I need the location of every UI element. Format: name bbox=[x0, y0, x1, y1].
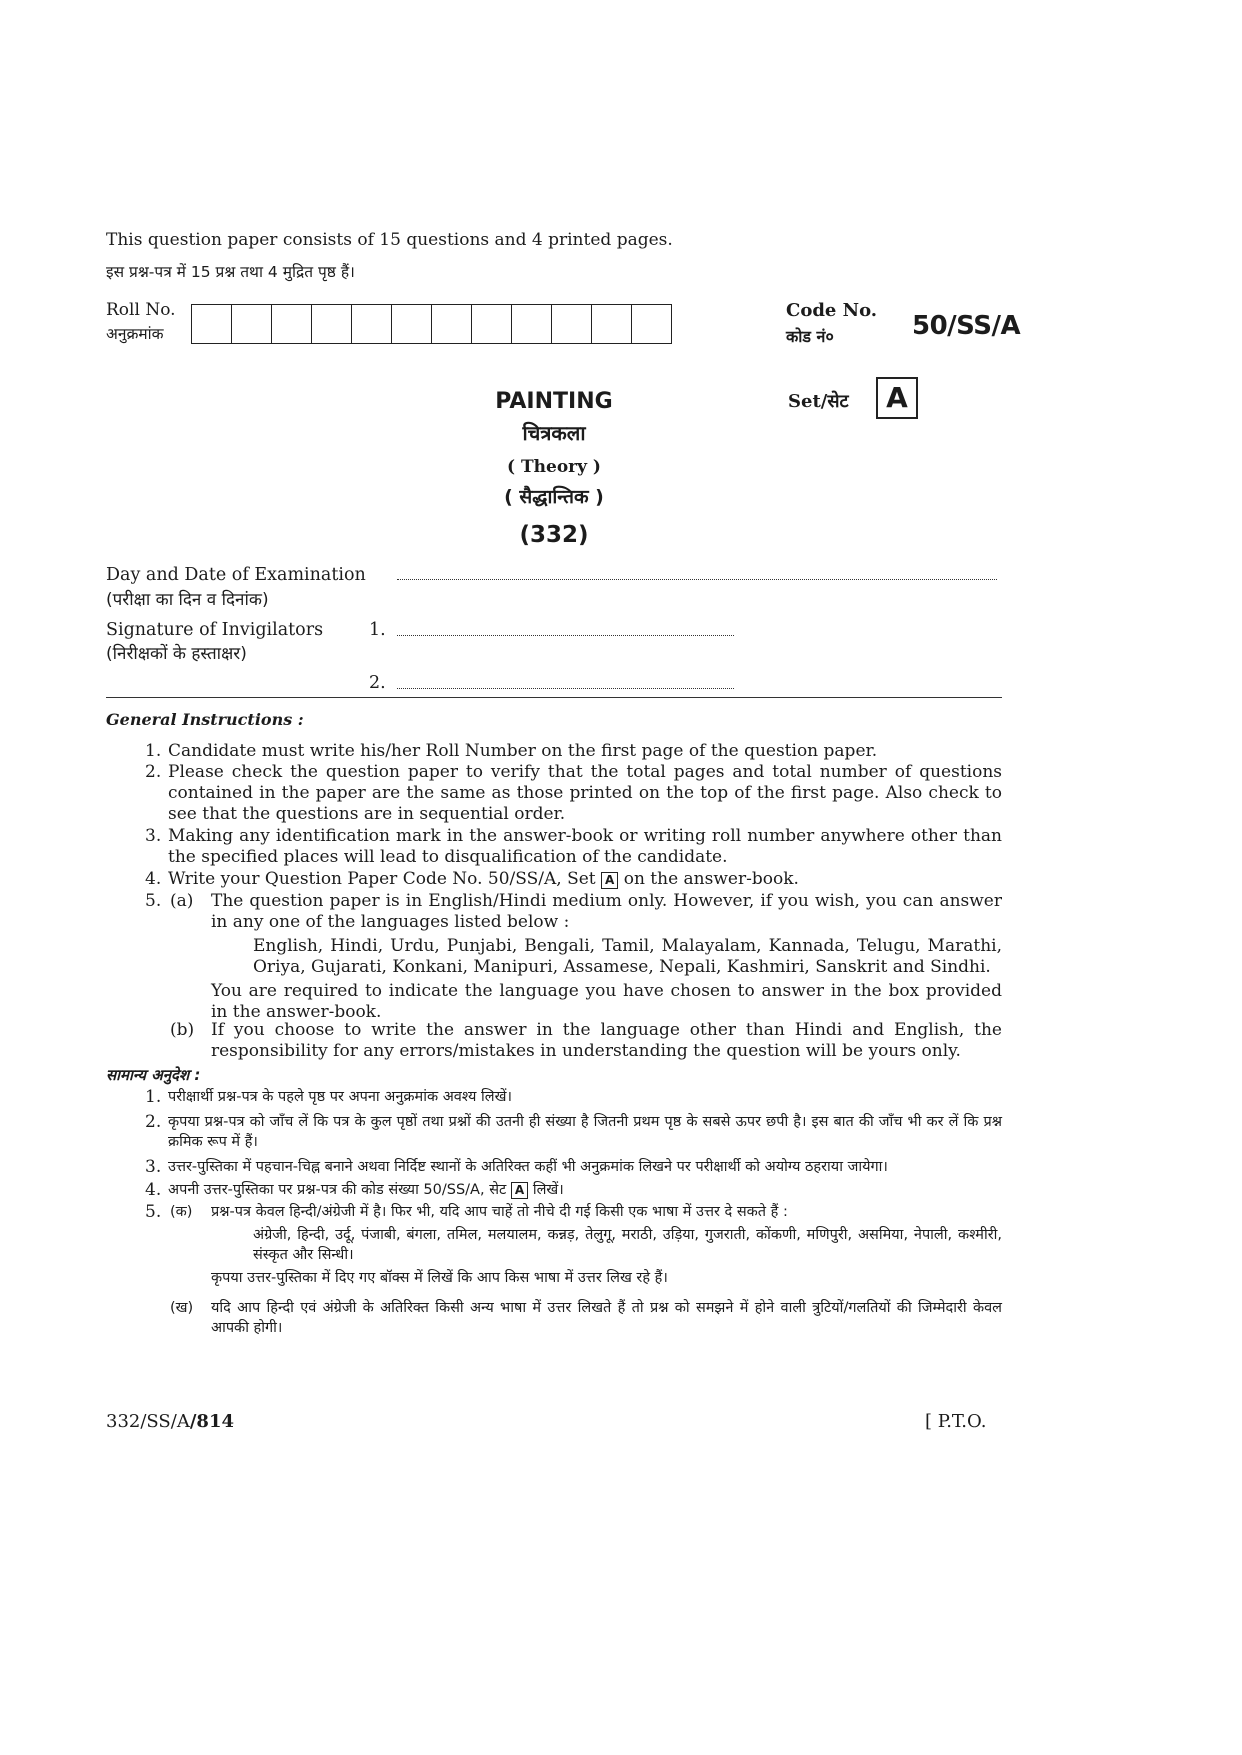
instruction-number: 1. bbox=[145, 1087, 162, 1107]
set-label: Set/सेट bbox=[788, 391, 849, 412]
signature-field-1[interactable] bbox=[397, 635, 734, 636]
instruction-text-part: अपनी उत्तर-पुस्तिका पर प्रश्न-पत्र की कोड संख्या 50/SS/A, सेट bbox=[168, 1182, 507, 1198]
set-box-inline: A bbox=[511, 1182, 528, 1199]
instruction-number: 4. bbox=[145, 1180, 162, 1200]
instruction-text-part: on the answer-book. bbox=[623, 869, 799, 889]
instruction-number: 3. bbox=[145, 1157, 162, 1177]
set-value-box: A bbox=[876, 377, 918, 419]
signature-number-2: 2. bbox=[369, 673, 386, 693]
instruction-text: Candidate must write his/her Roll Number on the first page of the question paper. bbox=[168, 741, 878, 761]
instruction-text: Making any identification mark in the answer-book or writing roll number anywhere other than the specified places will lead to disqualification of the candidate. bbox=[168, 826, 1002, 867]
roll-cell[interactable] bbox=[592, 305, 632, 343]
roll-cell[interactable] bbox=[192, 305, 232, 343]
roll-number-grid[interactable] bbox=[191, 304, 672, 344]
paper-info-english: This question paper consists of 15 questions and 4 printed pages. bbox=[106, 230, 673, 250]
pto-label: [ P.T.O. bbox=[925, 1411, 987, 1432]
instruction-text: If you choose to write the answer in the language other than Hindi and English, the responsibility for any errors/mistakes in understanding the question will be yours only. bbox=[211, 1020, 1002, 1061]
paper-info-hindi: इस प्रश्न-पत्र में 15 प्रश्न तथा 4 मुद्रित पृष्ठ हैं। bbox=[106, 263, 355, 281]
instruction-text: Please check the question paper to verify that the total pages and total number of questions contained in the paper are the same as those printed on the top of the first page. Also check to see that the questions are in sequential order. bbox=[168, 762, 1002, 824]
instruction-sub-label: (a) bbox=[170, 891, 194, 911]
signature-label-hindi: (निरीक्षकों के हस्ताक्षर) bbox=[106, 644, 247, 664]
signature-number-1: 1. bbox=[369, 620, 386, 640]
instruction-sub-label: (b) bbox=[170, 1020, 195, 1040]
hindi-instructions-heading: सामान्य अनुदेश : bbox=[106, 1066, 201, 1084]
roll-label-english: Roll No. bbox=[106, 300, 176, 320]
instruction-number: 5. bbox=[145, 1202, 162, 1222]
instruction-text bbox=[168, 869, 799, 890]
code-value: 50/SS/A bbox=[912, 311, 1021, 341]
language-indicate-text: You are required to indicate the language you have chosen to answer in the box provided in the answer-book. bbox=[211, 981, 1002, 1022]
paper-type-english: ( Theory ) bbox=[507, 457, 601, 477]
instruction-text: यदि आप हिन्दी एवं अंग्रेजी के अतिरिक्त किसी अन्य भाषा में उत्तर लिखते हैं तो प्रश्न को समझने में होने वाली त्रुटियों/गलतियों की जिम्मेदारी केवल आपकी होगी। bbox=[211, 1300, 1002, 1336]
roll-cell[interactable] bbox=[432, 305, 472, 343]
instruction-text bbox=[168, 1180, 564, 1200]
day-date-label-hindi: (परीक्षा का दिन व दिनांक) bbox=[106, 590, 269, 610]
roll-cell[interactable] bbox=[352, 305, 392, 343]
instruction-number: 5. bbox=[145, 891, 162, 911]
instruction-text: उत्तर-पुस्तिका में पहचान-चिह्न बनाने अथवा निर्दिष्ट स्थानों के अतिरिक्त कहीं भी अनुक्रमांक लिखने पर परीक्षार्थी को अयोग्य ठहराया जायेगा। bbox=[168, 1159, 888, 1175]
day-date-field[interactable] bbox=[397, 579, 997, 580]
general-instructions-heading: General Instructions : bbox=[106, 710, 304, 729]
instruction-number: 3. bbox=[145, 826, 162, 846]
roll-cell[interactable] bbox=[392, 305, 432, 343]
instruction-text: कृपया प्रश्न-पत्र को जाँच लें कि पत्र के कुल पृष्ठों तथा प्रश्नों की उतनी ही संख्या है जितनी प्रथम पृष्ठ के सबसे ऊपर छपी है। इस बात की जाँच भी कर लें कि प्रश्न क्रमिक रूप में हैं। bbox=[168, 1114, 1002, 1150]
roll-label-hindi: अनुक्रमांक bbox=[106, 325, 164, 343]
instruction-number: 2. bbox=[145, 762, 162, 782]
instruction-number: 4. bbox=[145, 869, 162, 889]
divider-line bbox=[106, 697, 1002, 698]
roll-cell[interactable] bbox=[232, 305, 272, 343]
subject-code: (332) bbox=[519, 522, 589, 548]
roll-cell[interactable] bbox=[272, 305, 312, 343]
instruction-number: 2. bbox=[145, 1112, 162, 1132]
signature-field-2[interactable] bbox=[397, 688, 734, 689]
set-box-inline: A bbox=[601, 872, 618, 889]
subject-title-hindi: चित्रकला bbox=[522, 421, 586, 445]
instruction-sub-label: (क) bbox=[170, 1204, 193, 1220]
roll-cell[interactable] bbox=[632, 305, 671, 343]
language-list: English, Hindi, Urdu, Punjabi, Bengali, Tamil, Malayalam, Kannada, Telugu, Marathi, Oriya, Gujarati, Konkani, Manipuri, Assamese, Nepali, Kashmiri, Sanskrit and Sindhi. bbox=[253, 936, 1002, 977]
language-list: अंग्रेजी, हिन्दी, उर्दू, पंजाबी, बंगला, तमिल, मलयालम, कन्नड़, तेलुगू, मराठी, उड़िया, गुजराती, कोंकणी, मणिपुरी, असमिया, नेपाली, कश्मीरी, संस्कृत और सिन्धी। bbox=[253, 1227, 1002, 1263]
instruction-text: प्रश्न-पत्र केवल हिन्दी/अंग्रेजी में है। फिर भी, यदि आप चाहें तो नीचे दी गई किसी एक भाषा में उत्तर दे सकते हैं : bbox=[211, 1204, 788, 1220]
code-label-hindi: कोड नं० bbox=[786, 327, 834, 346]
instruction-text: परीक्षार्थी प्रश्न-पत्र के पहले पृष्ठ पर अपना अनुक्रमांक अवश्य लिखें। bbox=[168, 1089, 512, 1105]
roll-cell[interactable] bbox=[312, 305, 352, 343]
instruction-text-part: लिखें। bbox=[532, 1182, 564, 1198]
code-label-english: Code No. bbox=[786, 300, 878, 321]
footer-paper-code bbox=[106, 1411, 234, 1432]
instruction-sub-label: (ख) bbox=[170, 1300, 194, 1316]
language-indicate-text: कृपया उत्तर-पुस्तिका में दिए गए बॉक्स में लिखें कि आप किस भाषा में उत्तर लिख रहे हैं। bbox=[211, 1270, 668, 1286]
subject-title-english: PAINTING bbox=[495, 389, 613, 414]
roll-cell[interactable] bbox=[552, 305, 592, 343]
instruction-number: 1. bbox=[145, 741, 162, 761]
paper-type-hindi: ( सैद्धान्तिक ) bbox=[504, 486, 604, 508]
footer-code-bold: /814 bbox=[189, 1411, 234, 1432]
signature-label-english: Signature of Invigilators bbox=[106, 620, 324, 640]
roll-cell[interactable] bbox=[472, 305, 512, 343]
footer-code-plain: 332/SS/A bbox=[106, 1411, 190, 1432]
day-date-label-english: Day and Date of Examination bbox=[106, 565, 366, 585]
instruction-text: The question paper is in English/Hindi medium only. However, if you wish, you can answer in any one of the languages listed below : bbox=[211, 891, 1002, 932]
instruction-text-part: Write your Question Paper Code No. 50/SS/A, Set bbox=[168, 869, 596, 889]
roll-cell[interactable] bbox=[512, 305, 552, 343]
